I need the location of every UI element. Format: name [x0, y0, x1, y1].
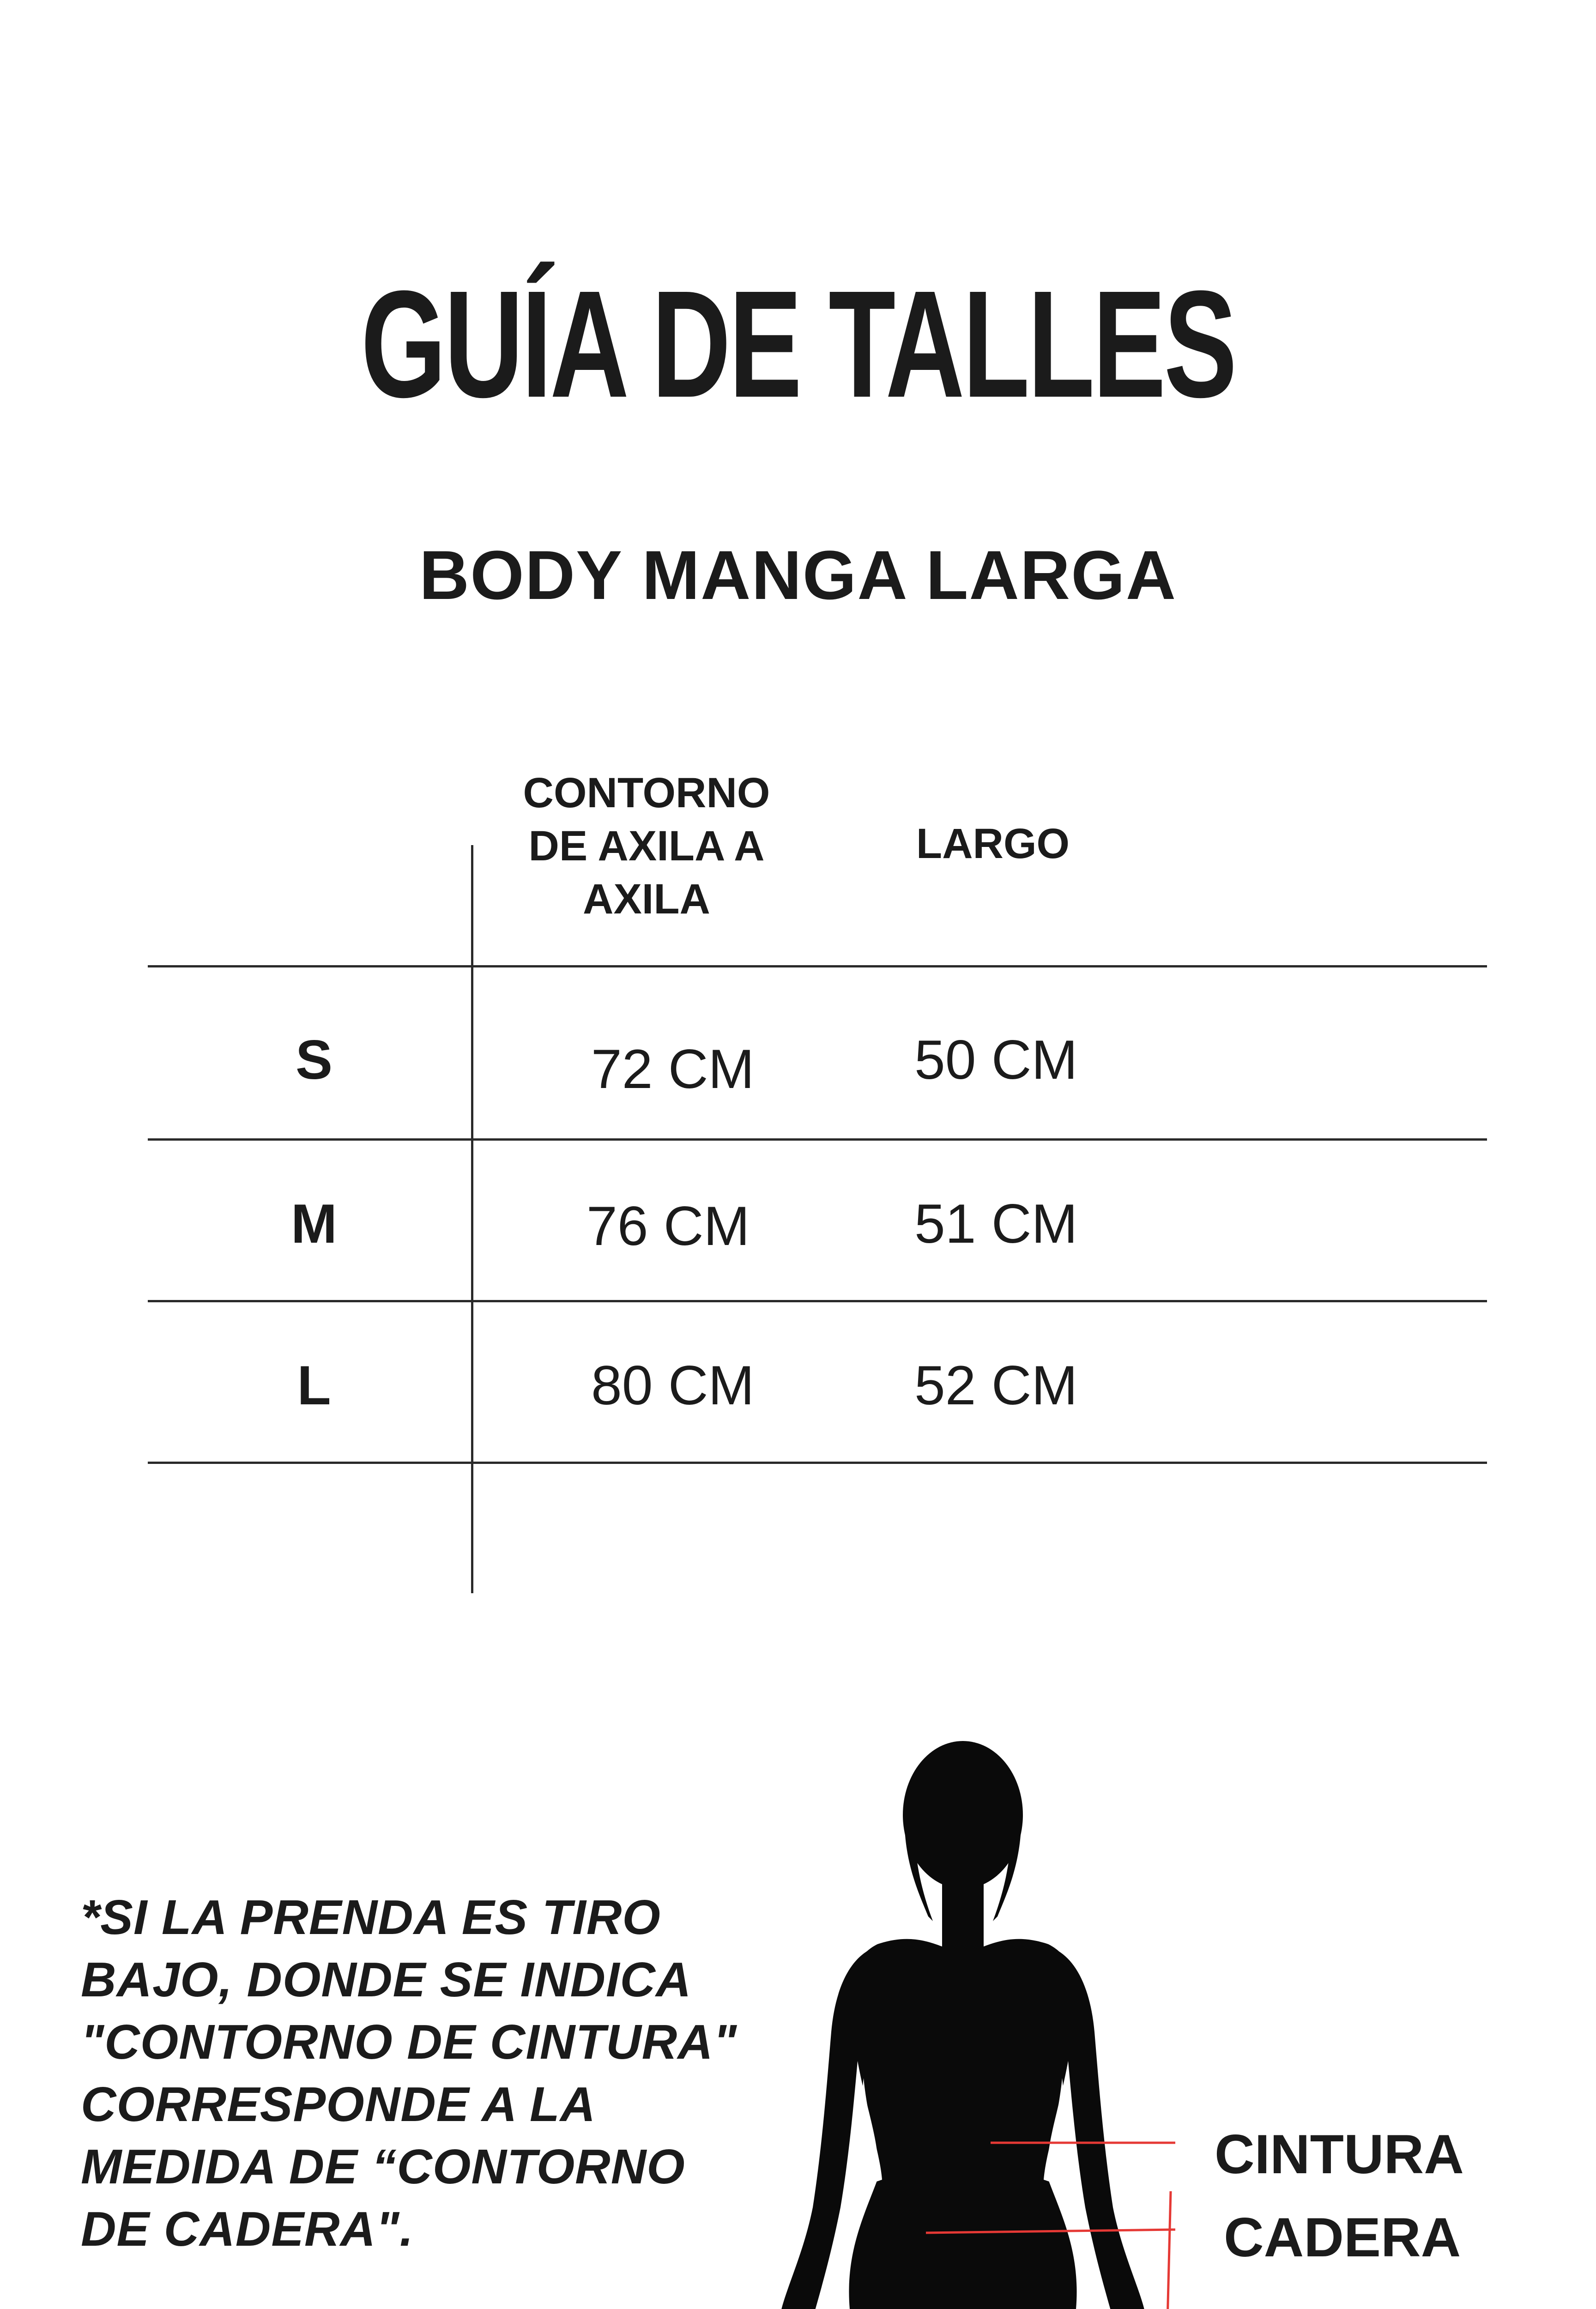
- contorno-value: 76 CM: [586, 1195, 750, 1257]
- body-silhouette: [779, 1741, 1146, 2309]
- column-header-line: CONTORNO: [523, 769, 770, 816]
- note-line: *SI LA PRENDA ES TIRO: [81, 1890, 661, 1945]
- largo-value: 51 CM: [914, 1193, 1078, 1255]
- page-title: GUÍA DE TALLES: [361, 259, 1235, 429]
- label-cadera: CADERA: [1224, 2206, 1461, 2268]
- size-label: M: [291, 1193, 337, 1255]
- column-header-line: DE AXILA A: [528, 822, 765, 870]
- largo-line: [1155, 2191, 1171, 2309]
- largo-value: 52 CM: [914, 1354, 1078, 1416]
- column-header-line: AXILA: [583, 876, 710, 923]
- contorno-value: 80 CM: [591, 1354, 755, 1416]
- largo-value: 50 CM: [914, 1029, 1078, 1091]
- note-line: DE CADERA".: [81, 2202, 414, 2256]
- size-label: L: [297, 1354, 331, 1416]
- note-line: BAJO, DONDE SE INDICA: [81, 1952, 692, 2007]
- note-line: MEDIDA DE “CONTORNO: [81, 2140, 685, 2194]
- column-header-largo: LARGO: [916, 820, 1070, 867]
- product-subtitle: BODY MANGA LARGA: [419, 536, 1177, 614]
- note-line: CORRESPONDE A LA: [81, 2077, 596, 2132]
- contorno-value: 72 CM: [591, 1038, 755, 1100]
- size-label: S: [295, 1029, 333, 1091]
- label-cintura: CINTURA: [1215, 2123, 1464, 2185]
- note-line: "CONTORNO DE CINTURA": [81, 2015, 737, 2069]
